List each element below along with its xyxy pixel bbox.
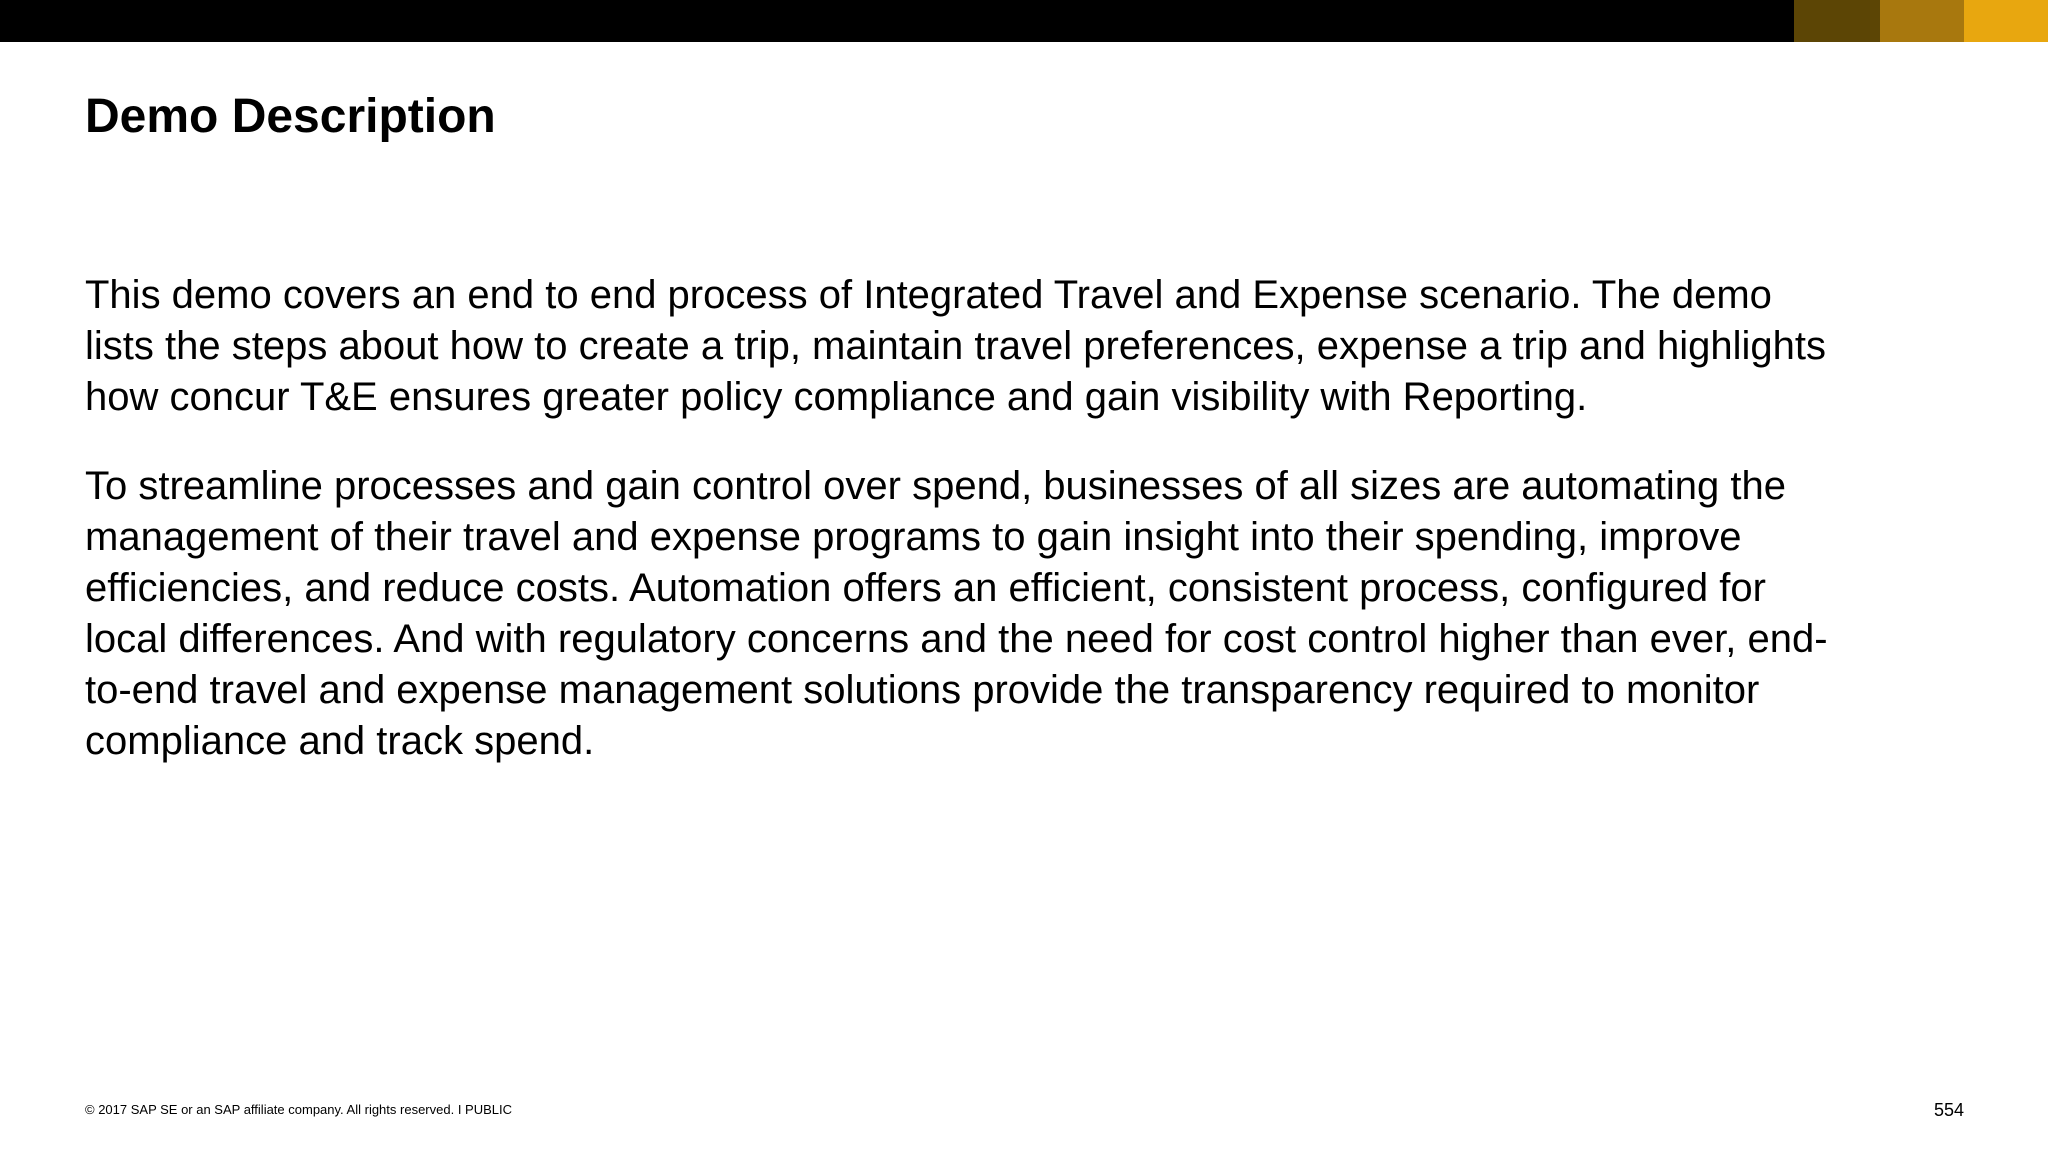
slide-body: [85, 270, 1965, 767]
slide-title: Demo Description: [85, 90, 496, 143]
accent-block-light: [1964, 0, 2048, 42]
paragraph-line: compliance and track spend.: [85, 719, 595, 763]
paragraph-line: efficiencies, and reduce costs. Automation offers an efficient, consistent process, configured for: [85, 566, 1766, 610]
paragraph-automation: [85, 461, 1965, 767]
paragraph-intro: [85, 270, 1965, 423]
paragraph-line: lists the steps about how to create a trip, maintain travel preferences, expense a trip and highlights: [85, 324, 1826, 368]
paragraph-line: management of their travel and expense programs to gain insight into their spending, improve: [85, 515, 1742, 559]
paragraph-line: To streamline processes and gain control over spend, businesses of all sizes are automating the: [85, 464, 1786, 508]
accent-block-mid: [1880, 0, 1964, 42]
paragraph-line: how concur T&E ensures greater policy compliance and gain visibility with Reporting.: [85, 375, 1588, 419]
paragraph-line: to-end travel and expense management solutions provide the transparency required to monitor: [85, 668, 1760, 712]
accent-block-dark: [1794, 0, 1880, 42]
page-number: 554: [1933, 1100, 1964, 1120]
footer-copyright: © 2017 SAP SE or an SAP affiliate company. All rights reserved. I PUBLIC: [85, 1102, 513, 1117]
header-bar: [0, 0, 2048, 42]
paragraph-line: local differences. And with regulatory concerns and the need for cost control higher than ever, end-: [85, 617, 1828, 661]
paragraph-line: This demo covers an end to end process of Integrated Travel and Expense scenario. The demo: [85, 273, 1772, 317]
